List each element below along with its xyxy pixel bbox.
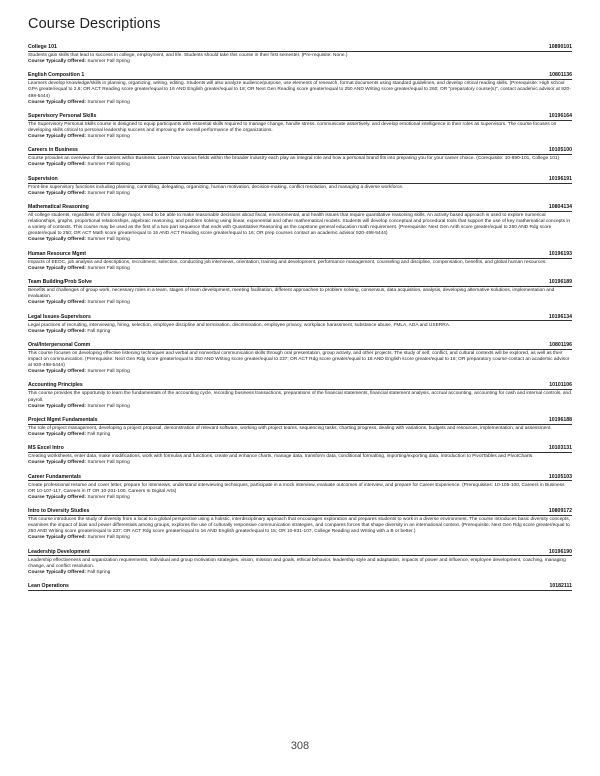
course-title: Leadership Development bbox=[28, 548, 90, 555]
course-code: 10196191 bbox=[548, 175, 572, 182]
offered-terms: Summer Fall Spring bbox=[87, 59, 130, 65]
course-code: 10196164 bbox=[548, 112, 572, 119]
course-code: 10196188 bbox=[548, 416, 572, 423]
offered-label: Course Typically Offered: bbox=[28, 99, 87, 105]
course-header bbox=[28, 204, 572, 212]
offered-label: Course Typically Offered: bbox=[28, 300, 87, 306]
offered-label: Course Typically Offered: bbox=[28, 134, 87, 140]
offered-terms: Summer Fall Spring bbox=[87, 403, 130, 409]
course-offered bbox=[28, 59, 572, 65]
offered-label: Course Typically Offered: bbox=[28, 494, 87, 500]
course-entry bbox=[28, 72, 572, 105]
course-header bbox=[28, 508, 572, 516]
course-title: Team Building/Prob Solve bbox=[28, 279, 92, 286]
offered-terms: Summer Fall Spring bbox=[87, 535, 130, 541]
course-description: The Supervisory Personal Skills course is designed to equip participants with essential skills required to manage change, handle stress, communicate assertively, and develop emotional intelligence in their roles as supervisors. The course focuses on developing skills critical to personal leadership success and improving the overall performance of the organizations. bbox=[28, 121, 557, 133]
course-offered bbox=[28, 100, 572, 106]
offered-label: Course Typically Offered: bbox=[28, 369, 87, 375]
offered-terms: Summer Fall Spring bbox=[87, 369, 130, 375]
offered-terms: Fall Spring bbox=[87, 328, 111, 334]
course-code: 10105100 bbox=[548, 147, 572, 154]
course-header bbox=[28, 382, 572, 390]
course-title: Project Mgmt Fundamentals bbox=[28, 416, 98, 423]
offered-terms: Fall Spring bbox=[87, 431, 111, 437]
course-offered bbox=[28, 460, 572, 466]
course-title: Career Fundamentals bbox=[28, 473, 82, 480]
course-code: 10809172 bbox=[548, 508, 572, 515]
offered-label: Course Typically Offered: bbox=[28, 162, 87, 168]
course-entry bbox=[28, 314, 572, 335]
offered-terms: Summer Fall Spring bbox=[87, 134, 130, 140]
course-title: Mathematical Reasoning bbox=[28, 204, 89, 211]
course-header bbox=[28, 474, 572, 482]
offered-terms: Summer Fall Spring bbox=[87, 300, 130, 306]
course-title: MS Excel Intro bbox=[28, 445, 64, 452]
course-header bbox=[28, 279, 572, 287]
course-list bbox=[28, 44, 572, 598]
course-title: Accounting Principles bbox=[28, 382, 83, 389]
course-entry bbox=[28, 508, 572, 541]
page-title: Course Descriptions bbox=[28, 16, 161, 32]
course-entry bbox=[28, 549, 572, 576]
course-title: Legal Issues-Supervisors bbox=[28, 313, 91, 320]
course-offered bbox=[28, 432, 572, 438]
course-entry bbox=[28, 113, 572, 140]
course-title: Supervision bbox=[28, 175, 58, 182]
course-description: Course provides an overview of the careers within Business. Learn how various fields within the broader industry each play an integral role and how a personal brand fits into preparing you for your career choice. (Corequisite: 10-890-101, College 101) bbox=[28, 156, 560, 162]
offered-label: Course Typically Offered: bbox=[28, 59, 87, 65]
course-offered bbox=[28, 369, 572, 375]
course-entry bbox=[28, 44, 572, 65]
course-code: 10182111 bbox=[549, 583, 572, 590]
course-title: College 101 bbox=[28, 44, 57, 50]
course-header bbox=[28, 445, 572, 453]
course-header bbox=[28, 417, 572, 425]
course-title: Intro to Diversity Studies bbox=[28, 508, 90, 515]
course-description: This course focuses on developing effective listening techniques and verbal and nonverbal communication skills through oral presentation, group activity, and other projects. The study of self, conflict, and cultural contexts will be explored, as well as their impact on communication. (Prerequisite: Next Gen Rdg score greater/equal to 250 AND Writing score greater/equal to 237; OR ACT Rdg score greater/equal to 16 AND English score greater/equal to 16; OR preparatory course-contact an academic advisor at 920-498-5444) bbox=[28, 350, 570, 369]
course-code: 10801136 bbox=[549, 72, 572, 79]
offered-terms: Summer Fall Spring bbox=[87, 460, 130, 466]
course-code: 10105103 bbox=[548, 473, 572, 480]
course-header bbox=[28, 113, 572, 121]
course-offered bbox=[28, 162, 572, 168]
course-header bbox=[28, 176, 572, 184]
course-entry bbox=[28, 147, 572, 168]
course-entry bbox=[28, 279, 572, 306]
course-header bbox=[28, 147, 572, 155]
course-code: 10196190 bbox=[548, 548, 572, 555]
course-code: 10801196 bbox=[549, 341, 572, 348]
course-header bbox=[28, 72, 572, 80]
offered-terms: Summer Fall Spring bbox=[87, 494, 130, 500]
offered-label: Course Typically Offered: bbox=[28, 237, 87, 243]
offered-label: Course Typically Offered: bbox=[28, 431, 87, 437]
offered-terms: Summer Fall Spring bbox=[87, 265, 130, 271]
course-header bbox=[28, 44, 572, 52]
course-entry bbox=[28, 417, 572, 438]
offered-terms: Summer Fall Spring bbox=[87, 162, 130, 168]
offered-label: Course Typically Offered: bbox=[28, 535, 87, 541]
course-title: Lean Operations bbox=[28, 583, 69, 590]
course-description: Create professional resume and cover letter, prepare for interviews, understand interviewing techniques, participate in a mock interview, evaluate outcomes of interview, and prepare for Career Experience. (Prerequisites: 10-105-100, Careers in Business OR 10-107-117, Careers in IT OR 10-201-100, Careers In Digital Arts) bbox=[28, 482, 565, 494]
offered-terms: Summer Fall Spring bbox=[87, 190, 130, 196]
course-code: 10804134 bbox=[548, 204, 572, 211]
course-offered bbox=[28, 404, 572, 410]
course-description: Front-line supervisory functions including planning, controlling, delegating, organizing, human motivation, decision-making, conflict resolution, and managing a diverse workforce. bbox=[28, 184, 404, 190]
course-code: 10196189 bbox=[548, 279, 572, 286]
course-title: Human Resource Mgmt bbox=[28, 250, 86, 257]
offered-label: Course Typically Offered: bbox=[28, 569, 87, 575]
course-description: Learners develop knowledge/skills in planning, organizing, writing, editing. Students will also analyze audience/purpose, use elements of research, format documents using standard guidelines, and develop critical reading skills. (Prerequisite: High school GPA greater/equal to 2.6; OR ACT Reading score greater/equal to 16 AND English greater/equal to 18; OR Next Gen Reading score greater/equal to 250 AND Writing score greater/equal to 260; OR "preparatory course(s)", contact academic advisor at 920-498-5444) bbox=[28, 81, 571, 99]
course-code: 10196134 bbox=[548, 313, 572, 320]
course-entry bbox=[28, 583, 572, 591]
course-code: 10890101 bbox=[548, 44, 572, 50]
course-offered bbox=[28, 570, 572, 576]
course-offered bbox=[28, 300, 572, 306]
course-description: Impacts of EEOC, job analysis and descriptions, recruitment, selection, conducting job interviews, orientation, training and development, performance management, counseling and discipline, compensation, benefits, and global human resources. bbox=[28, 259, 547, 265]
course-description: This course provides the opportunity to learn the fundamentals of the accounting cycle, recording business transactions, preparations of the financial statements, financial statement analysis, accrual accounting, accounting for cash and internal controls, and payroll. bbox=[28, 391, 571, 403]
course-description: This course introduces the study of diversity from a local to a global perspective using a holistic, interdisciplinary approach that encourages exploration and prepares students to work in a diverse environment. The course introduces basic diversity concepts, examines the impact of bias and power differentials among groups, explores the use of culturally responsive communication strategies, and compares forces that shape diversity in an international context. (Prerequisite: Next Gen Rdg score greater/equal to 250 AND Writing score greater/equal to 237; OR ACT Rdg score greater/equal to 16 AND English greater/equal to 15; OR 10-831-107, College Reading and Writing with a B or better.) bbox=[28, 517, 570, 535]
course-description: Benefits and challenges of group work, necessary roles in a team, stages of team development, meeting facilitation, different approaches to problem solving, consensus, data acquisition, analysis, developing alternative solutions, implementation and evaluation. bbox=[28, 288, 555, 300]
course-offered bbox=[28, 495, 572, 501]
course-header bbox=[28, 314, 572, 322]
course-description: Legal practices of recruiting, interviewing, hiring, selection, employee discipline and termination, discrimination, employee privacy, workplace harassment, substance abuse, FMLA, ADA and USERRA. bbox=[28, 322, 451, 328]
course-title: Supervisory Personal Skills bbox=[28, 112, 97, 119]
course-entry bbox=[28, 204, 572, 243]
course-title: English Composition 1 bbox=[28, 72, 85, 79]
course-entry bbox=[28, 474, 572, 501]
course-offered bbox=[28, 237, 572, 243]
offered-label: Course Typically Offered: bbox=[28, 190, 87, 196]
course-header bbox=[28, 342, 572, 350]
course-code: 10196193 bbox=[548, 250, 572, 257]
course-code: 10103131 bbox=[548, 445, 572, 452]
course-header bbox=[28, 251, 572, 259]
course-offered bbox=[28, 266, 572, 272]
offered-label: Course Typically Offered: bbox=[28, 403, 87, 409]
offered-terms: Summer Fall Spring bbox=[87, 99, 130, 105]
course-description: Leadership effectiveness and organization requirements, individual and group motivation strategies, vision, mission and goals, ethical behavior, leadership style and adaptation, impacts of power and influence, employee development, coaching, managing change, and conflict resolution. bbox=[28, 557, 566, 569]
course-description: All college students, regardless of their college major, need to be able to make reasonable decisions about fiscal, environmental, and health issues that require quantitative reasoning skills. An activity based approach is used to explore numerical relationships, graphs, proportional relationships, algebraic reasoning, and problem solving using linear, exponential and other mathematical models. Students will develop conceptual and procedural tools that support the use of key mathematical concepts in a variety of contexts. This course may be used as the first of a two part sequence that ends with Quantitative Reasoning as the capstone general education math requirement. (Prerequisite: Next Gen Arith score greater/equal to 250 AND Rdg score greater/equal to 250; OR ACT Math score greater/equal to 15 AND ACT Reading score greater/equal to 16; OR prep courses contact an academic advisor 920-498-5444) bbox=[28, 213, 571, 237]
course-entry bbox=[28, 445, 572, 466]
course-header bbox=[28, 583, 572, 591]
offered-label: Course Typically Offered: bbox=[28, 460, 87, 466]
course-offered bbox=[28, 134, 572, 140]
course-entry bbox=[28, 251, 572, 272]
course-entry bbox=[28, 382, 572, 409]
offered-label: Course Typically Offered: bbox=[28, 265, 87, 271]
course-offered bbox=[28, 535, 572, 541]
course-entry bbox=[28, 176, 572, 197]
offered-label: Course Typically Offered: bbox=[28, 328, 87, 334]
course-code: 10101106 bbox=[549, 382, 572, 389]
course-header bbox=[28, 549, 572, 557]
course-description: The role of project management, developing a project proposal, demonstration of relevant software, working with project teams, sequencing tasks, charting progress, dealing with variations, budgets and resources, implementation, and assessment. bbox=[28, 425, 552, 431]
course-title: Oral/Interpersonal Comm bbox=[28, 341, 91, 348]
course-description: Creating worksheets, enter data, make modifications, work with formulas and functions, create and enhance charts, manage data, transform data, conditional formatting, importing/exporting data, introduction to PivotTables and PivotCharts. bbox=[28, 454, 534, 460]
course-description: Students gain skills that lead to success in college, employment, and life. Students should take this course in their first semester. (Pre-requisite: None.) bbox=[28, 52, 348, 58]
course-offered bbox=[28, 191, 572, 197]
course-entry bbox=[28, 342, 572, 375]
offered-terms: Fall Spring bbox=[87, 569, 111, 575]
page-number: 308 bbox=[290, 740, 310, 752]
offered-terms: Summer Fall Spring bbox=[87, 237, 130, 243]
course-offered bbox=[28, 329, 572, 335]
course-title: Careers in Business bbox=[28, 147, 78, 154]
